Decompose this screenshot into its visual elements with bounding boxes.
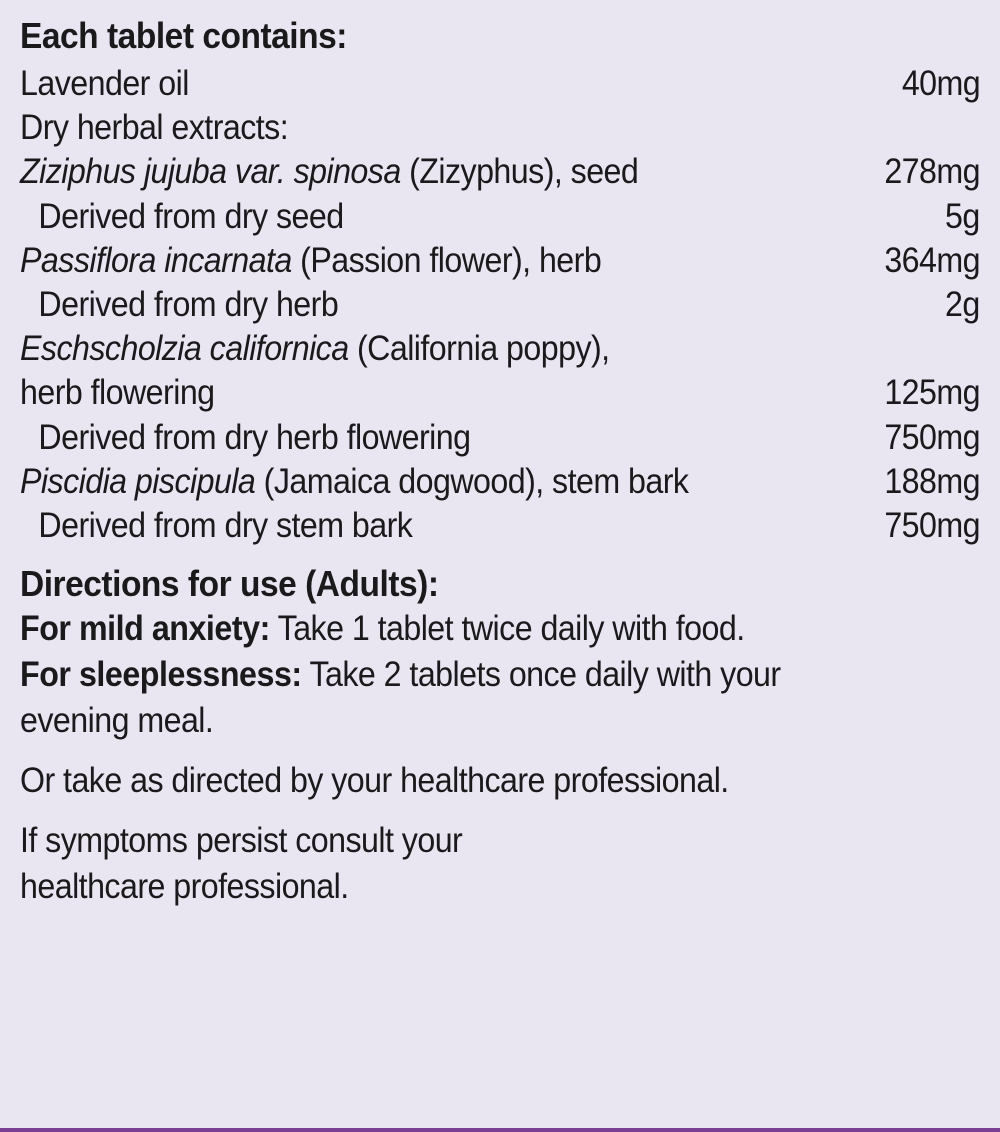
ingredient-name: Dry herbal extracts:: [20, 108, 289, 148]
ingredient-amount: 2g: [945, 285, 980, 325]
common-name: (Zizyphus), seed: [400, 152, 639, 192]
ingredient-row: [20, 150, 980, 194]
ingredient-amount: 750mg: [884, 506, 980, 546]
latin-name: Eschscholzia californica: [20, 329, 349, 369]
anxiety-text: Take 1 tablet twice daily with food.: [269, 609, 745, 649]
ingredient-name: Lavender oil: [20, 64, 189, 103]
ingredient-row: [20, 327, 980, 371]
directed-note: Or take as directed by your healthcare professional.: [20, 761, 729, 801]
common-name: (California poppy),: [348, 329, 610, 369]
sleep-text-continued: evening meal.: [20, 701, 214, 741]
latin-name: Piscidia piscipula: [20, 461, 256, 501]
ingredient-name: [20, 239, 601, 283]
sleep-dosage: [20, 652, 903, 698]
ingredient-amount: 40mg: [901, 64, 980, 103]
ingredient-amount: 125mg: [884, 373, 980, 413]
ingredient-row: [20, 283, 980, 327]
ingredient-amount: 364mg: [884, 240, 980, 280]
latin-name: Passiflora incarnata: [20, 240, 292, 280]
persist-warning-line-2: healthcare professional.: [20, 867, 349, 907]
directions-heading: Directions for use (Adults):: [20, 563, 439, 605]
ingredient-name: [20, 460, 688, 504]
ingredient-amount: 278mg: [884, 152, 980, 192]
sleep-text: Take 2 tablets once daily with your: [301, 655, 781, 695]
ingredient-row: [20, 62, 980, 106]
ingredient-row: [20, 195, 980, 239]
bottom-border: [0, 1128, 1000, 1132]
anxiety-label: For mild anxiety:: [20, 609, 270, 649]
ingredient-amount: 5g: [945, 196, 980, 236]
ingredient-row: [20, 416, 980, 460]
ingredient-name: Derived from dry stem bark: [38, 506, 413, 546]
ingredient-row: [20, 239, 980, 283]
ingredient-name: Derived from dry herb flowering: [38, 417, 471, 457]
common-name: (Passion flower), herb: [291, 240, 602, 280]
ingredient-row: [20, 460, 980, 504]
ingredient-name: Derived from dry herb: [38, 285, 339, 325]
ingredient-name: [20, 150, 638, 194]
ingredient-name: herb flowering: [20, 373, 215, 413]
ingredient-row: [20, 371, 980, 415]
ingredient-amount: 750mg: [884, 417, 980, 457]
ingredient-name: Derived from dry seed: [38, 196, 344, 236]
ingredient-row: [20, 106, 980, 150]
persist-warning-line-1: If symptoms persist consult your: [20, 821, 463, 861]
directions-section: [20, 562, 980, 910]
anxiety-dosage: [20, 606, 903, 652]
contents-heading: Each tablet contains:: [20, 15, 347, 56]
ingredient-name: [20, 327, 610, 371]
ingredient-amount: 188mg: [884, 461, 980, 501]
sleep-label: For sleeplessness:: [20, 655, 302, 695]
ingredient-list: [20, 62, 980, 548]
common-name: (Jamaica dogwood), stem bark: [255, 461, 689, 501]
ingredient-row: [20, 504, 980, 548]
latin-name: Ziziphus jujuba var. spinosa: [20, 152, 401, 192]
